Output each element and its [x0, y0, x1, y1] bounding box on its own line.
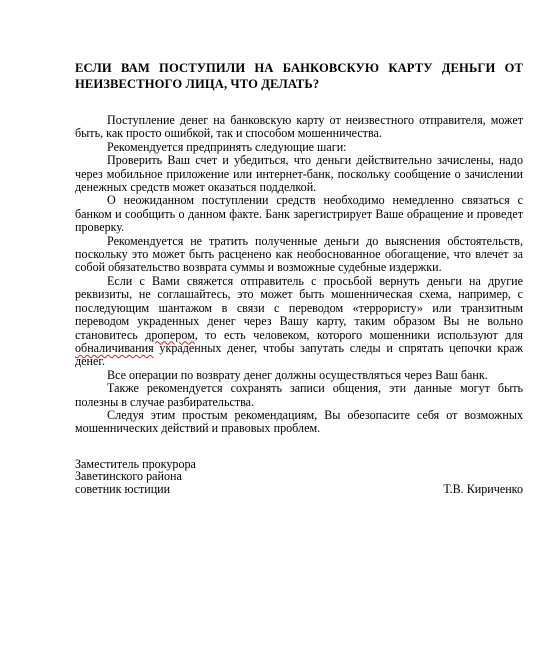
paragraph-check-account: Проверить Ваш счет и убедиться, что деньги действительно зачислены, надо через мобильное приложение или интернет-банк, поскольку сообщение о зачислении денежных средств может оказаться подделкой. — [75, 153, 523, 195]
paragraph-do-not-spend: Рекомендуется не тратить полученные деньги до выяснения обстоятельств, поскольку это может быть расценено как необоснованное обогащение, что влечет за собой обязательство возврата суммы и возможные судебные издержки. — [75, 233, 523, 275]
paragraph-save-records: Также рекомендуется сохранять записи общения, эти данные могут быть полезны в случае разбирательства. — [75, 381, 523, 409]
signature-position-line: советник юстиции — [75, 481, 171, 496]
document-page — [75, 60, 523, 496]
paragraph-contact-bank: О неожиданном поступлении средств необходимо немедленно связаться с банком и сообщить о данном факте. Банк зарегистрирует Ваше обращение и проведет проверку. — [75, 193, 523, 235]
signature-name: Т.В. Кириченко — [443, 481, 523, 496]
document-title: ЕСЛИ ВАМ ПОСТУПИЛИ НА БАНКОВСКУЮ КАРТУ ДЕНЬГИ ОТ НЕИЗВЕСТНОГО ЛИЦА, ЧТО ДЕЛАТЬ? — [75, 61, 523, 91]
spellcheck-flagged-word: обналичивания — [75, 340, 154, 355]
fraud-text-before: Если с Вами свяжется отправитель с просьбой вернуть деньги на другие реквизиты, не соглашайтесь, это может быть мошенническая схема, например, с последующим шантажом в связи с переводом «террористу» или транзитным переводом украденных денег через Вашу карту, таким образом Вы не вольно становитесь — [75, 273, 523, 342]
paragraph-intro: Поступление денег на банковскую карту от неизвестного отправителя, может быть, как просто ошибкой, так и способом мошенничества. — [75, 113, 523, 141]
fraud-text-middle: , то есть человеком, которого мошенники используют для — [194, 327, 523, 342]
paragraph-return-via-bank: Все операции по возврату денег должны осуществляться через Ваш банк. — [107, 367, 488, 382]
fraud-text-after: украденных денег, чтобы запутать следы и спрятать цепочки краж денег. — [75, 340, 523, 369]
document-body — [75, 114, 523, 436]
paragraph-conclusion: Следуя этим простым рекомендациям, Вы обезопасите себя от возможных мошеннических действий и правовых проблем. — [75, 407, 523, 436]
paragraph-steps-heading: Рекомендуется предпринять следующие шаги: — [107, 139, 347, 154]
paragraph-fraud-scheme — [75, 275, 523, 369]
signature-position-line: Заветинского района — [75, 469, 182, 484]
signature-block — [75, 458, 523, 496]
signature-position-line: Заместитель прокурора — [75, 456, 196, 471]
spellcheck-flagged-word: дропером — [145, 327, 195, 342]
